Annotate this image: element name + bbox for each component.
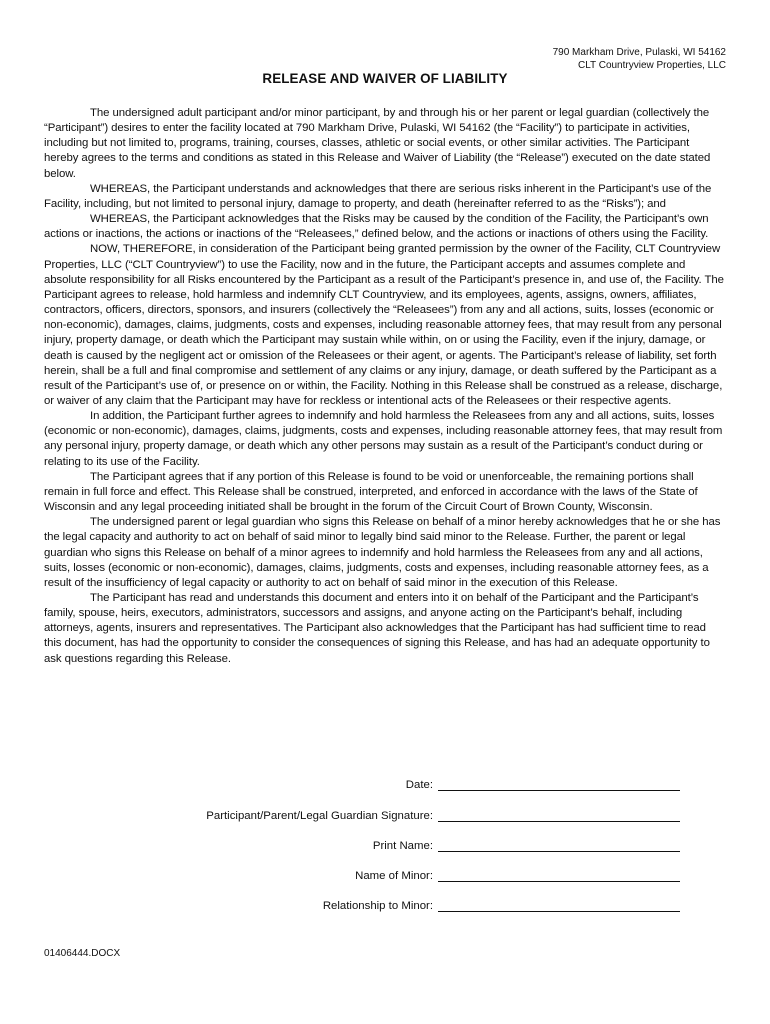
paragraph-indemnify: In addition, the Participant further agrees to indemnify and hold harmless the Releasees from any and all actions, suits, losses (economic or non-economic), damages, claims, judgments, costs and expenses, including reasonable attorney fees, that may result from any personal injury, property damage, or death which any other persons may sustain as a result of the Participant’s conduct during or relating to its use of the Facility. (44, 410, 723, 468)
print-name-field[interactable] (438, 838, 680, 852)
paragraph-release: NOW, THEREFORE, in consideration of the Participant being granted permission by the owner of the Facility, CLT Countryview Properties, LLC (“CLT Countryview”) to use the Facility, now and in the future, the Participant accepts and assumes complete and absolute responsibility for all Risks encountered by the Participant as a result of the Participant’s presence in, and use of, the Facility. The Participant agrees to release, hold harmless and indemnify CLT Countryview, and its employees, agents, assigns, owners, affiliates, contractors, officers, directors, sponsors, and insurers (collectively the “Releasees”) from any and all actions, suits, losses (economic or non-economic), damages, claims, judgments, costs and expenses, including reasonable attorney fees, that may result from any personal injury, property damage, or death which the Participant may sustain while within, on or using the Facility, even if the injury, damage, or death is caused by the negligent act or omission of the Releasees or their agent, or agents. The Participant’s release of liability, set forth herein, shall be a full and final compromise and settlement of any claims or any injury, damage, or death suffered by the Participant as a result of the Participant’s use of, or presence on or within, the Facility. Nothing in this Release shall be construed as a release, discharge, or waiver of any claim that the Participant may have for reckless or intentional acts of the Releasees or their respective agents. (44, 243, 724, 407)
relationship-field[interactable] (438, 898, 680, 912)
header-company-line: CLT Countryview Properties, LLC (577, 59, 726, 71)
paragraph-intro: The undersigned adult participant and/or minor participant, by and through his or her parent or legal guardian (collectively the “Participant”) desires to enter the facility located at 790 Markham Drive, Pulaski, WI 54162 (the “Facility”) to participate in activities, including but not limited to, programs, training, courses, classes, athletic or social events, or other similar activities. The Participant hereby agrees to the terms and conditions as stated in this Release and Waiver of Liability (the “Release”) executed on the date stated below. (44, 107, 711, 180)
paragraph-severability: The Participant agrees that if any portion of this Release is found to be void or unenforceable, the remaining portions shall remain in full force and effect. This Release shall be construed, interpreted, and enforced in accordance with the laws of the State of Wisconsin and any legal proceeding initiated shall be brought in the forum of the Circuit Court of Brown County, Wisconsin. (44, 470, 698, 514)
document-body (44, 106, 726, 667)
paragraph-acknowledgement: The Participant has read and understands this document and enters into it on behalf of the Participant and the Participant’s family, spouse, heirs, executors, administrators, successors and assigns, and anyone acting on the Participant’s behalf, including attorneys, agents, insurers and representatives. The Participant also acknowledges that the Participant has had sufficient time to read this document, has had the opportunity to consider the consequences of signing this Release, and has had an adequate opportunity to ask questions regarding this Release. (44, 592, 710, 665)
print-name-label: Print Name: (372, 840, 433, 852)
header-address-block (553, 47, 726, 72)
signature-row (206, 806, 680, 822)
signature-field[interactable] (438, 808, 680, 822)
relationship-label: Relationship to Minor: (322, 900, 433, 912)
document-title: RELEASE AND WAIVER OF LIABILITY (262, 71, 508, 86)
signature-label: Participant/Parent/Legal Guardian Signature: (206, 810, 433, 822)
date-label: Date: (405, 779, 433, 791)
minor-name-row (355, 866, 680, 882)
minor-name-label: Name of Minor: (355, 870, 433, 882)
paragraph-whereas-causes: WHEREAS, the Participant acknowledges that the Risks may be caused by the condition of the Facility, the Participant’s own actions or inactions, the actions or inactions of the “Releasees,” defined below, and the actions or inactions of others using the Facility. (44, 213, 709, 241)
footer-document-id: 01406444.DOCX (44, 948, 121, 959)
paragraph-whereas-risks: WHEREAS, the Participant understands and acknowledges that there are serious risks inherent in the Participant’s use of the Facility, including, but not limited to personal injury, damage to property, and death (hereinafter referred to as the “Risks”); and (44, 182, 712, 210)
minor-name-field[interactable] (438, 868, 680, 882)
date-row (406, 775, 680, 791)
header-address-line: 790 Markham Drive, Pulaski, WI 54162 (552, 47, 726, 58)
relationship-row (323, 896, 680, 912)
print-name-row (373, 836, 680, 852)
date-field[interactable] (438, 777, 680, 791)
paragraph-guardian: The undersigned parent or legal guardian who signs this Release on behalf of a minor hereby acknowledges that he or she has the legal capacity and authority to act on behalf of said minor to legally bind said minor to the Release. Further, the parent or legal guardian who signs this Release on behalf of a minor agrees to indemnify and hold harmless the Releasees from any and all actions, suits, losses (economic or non-economic), damages, claims, judgments, costs and expenses, including reasonable attorney fees, as a result of the insufficiency of legal capacity or authority to act on behalf of said minor in the execution of this Release. (44, 516, 721, 589)
